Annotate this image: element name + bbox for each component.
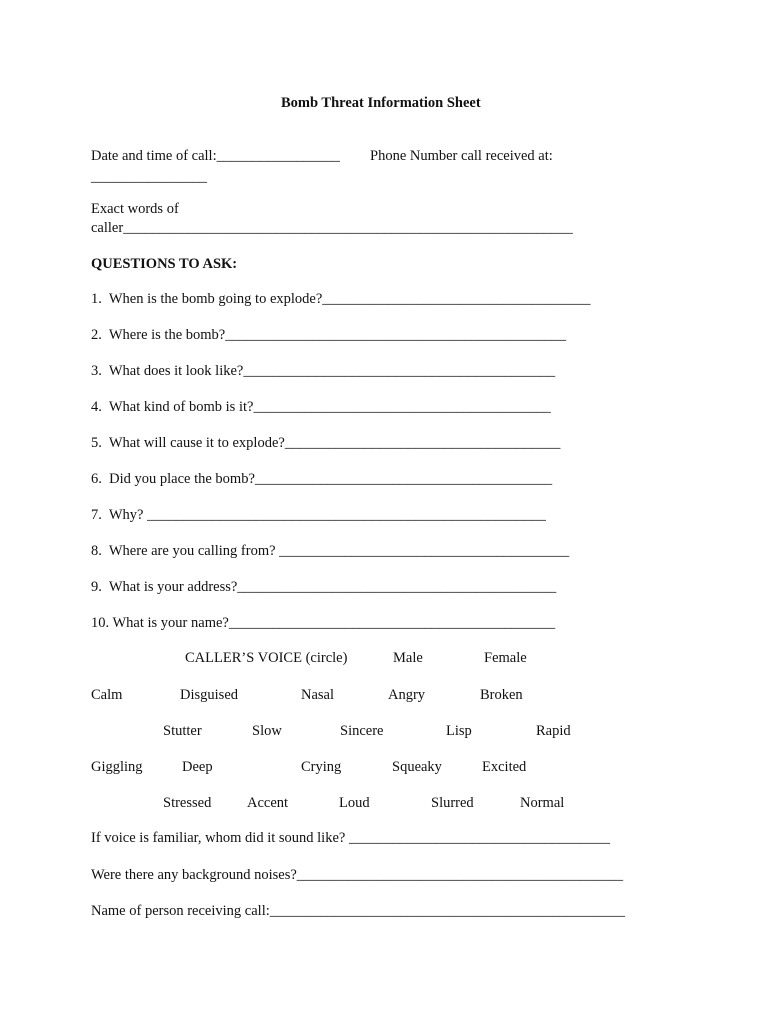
voice-option: Loud bbox=[339, 795, 370, 811]
voice-option: Disguised bbox=[180, 687, 238, 703]
question-5: 5. What will cause it to explode?______________________________________ bbox=[91, 435, 561, 451]
question-7: 7. Why? _______________________________________________________ bbox=[91, 507, 546, 523]
question-10: 10. What is your name?_____________________________________________ bbox=[91, 615, 556, 631]
question-8: 8. Where are you calling from? ________________________________________ bbox=[91, 543, 570, 559]
voice-option: Nasal bbox=[301, 687, 335, 703]
date-time-field: Date and time of call:_________________ bbox=[91, 148, 340, 164]
voice-option: Squeaky bbox=[392, 759, 442, 775]
voice-heading: CALLER’S VOICE (circle) bbox=[185, 650, 348, 666]
question-2: 2. Where is the bomb?_______________________________________________ bbox=[91, 327, 566, 343]
voice-option: Stressed bbox=[163, 795, 212, 811]
voice-option: Excited bbox=[482, 759, 527, 775]
phone-number-label: Phone Number call received at: bbox=[370, 148, 553, 164]
familiar-voice-field: If voice is familiar, whom did it sound like? ____________________________________ bbox=[91, 830, 610, 846]
voice-option: Angry bbox=[388, 687, 426, 703]
voice-option: Broken bbox=[480, 687, 523, 703]
voice-option: Calm bbox=[91, 687, 123, 703]
voice-option: Lisp bbox=[446, 723, 472, 739]
question-4: 4. What kind of bomb is it?_________________________________________ bbox=[91, 399, 551, 415]
voice-option: Sincere bbox=[340, 723, 384, 739]
voice-option: Crying bbox=[301, 759, 342, 775]
exact-words-blank: caller______________________________________________________________ bbox=[91, 220, 573, 236]
voice-option: Deep bbox=[182, 759, 213, 775]
question-3: 3. What does it look like?___________________________________________ bbox=[91, 363, 556, 379]
phone-number-blank: ________________ bbox=[91, 169, 207, 185]
voice-option: Giggling bbox=[91, 759, 143, 775]
question-9: 9. What is your address?____________________________________________ bbox=[91, 579, 557, 595]
voice-option: Slurred bbox=[431, 795, 474, 811]
questions-heading: QUESTIONS TO ASK: bbox=[91, 256, 238, 272]
document-title: Bomb Threat Information Sheet bbox=[281, 95, 481, 111]
voice-option: Male bbox=[393, 650, 423, 666]
voice-option: Slow bbox=[252, 723, 282, 739]
voice-option: Accent bbox=[247, 795, 289, 811]
question-6: 6. Did you place the bomb?_________________________________________ bbox=[91, 471, 553, 487]
voice-option: Normal bbox=[520, 795, 565, 811]
background-noises-field: Were there any background noises?_____________________________________________ bbox=[91, 867, 624, 883]
voice-option: Stutter bbox=[163, 723, 202, 739]
receiver-name-field: Name of person receiving call:_________________________________________________ bbox=[91, 903, 626, 919]
voice-option: Female bbox=[484, 650, 527, 666]
voice-option: Rapid bbox=[536, 723, 571, 739]
question-1: 1. When is the bomb going to explode?_____________________________________ bbox=[91, 291, 591, 307]
exact-words-label: Exact words of bbox=[91, 201, 179, 217]
